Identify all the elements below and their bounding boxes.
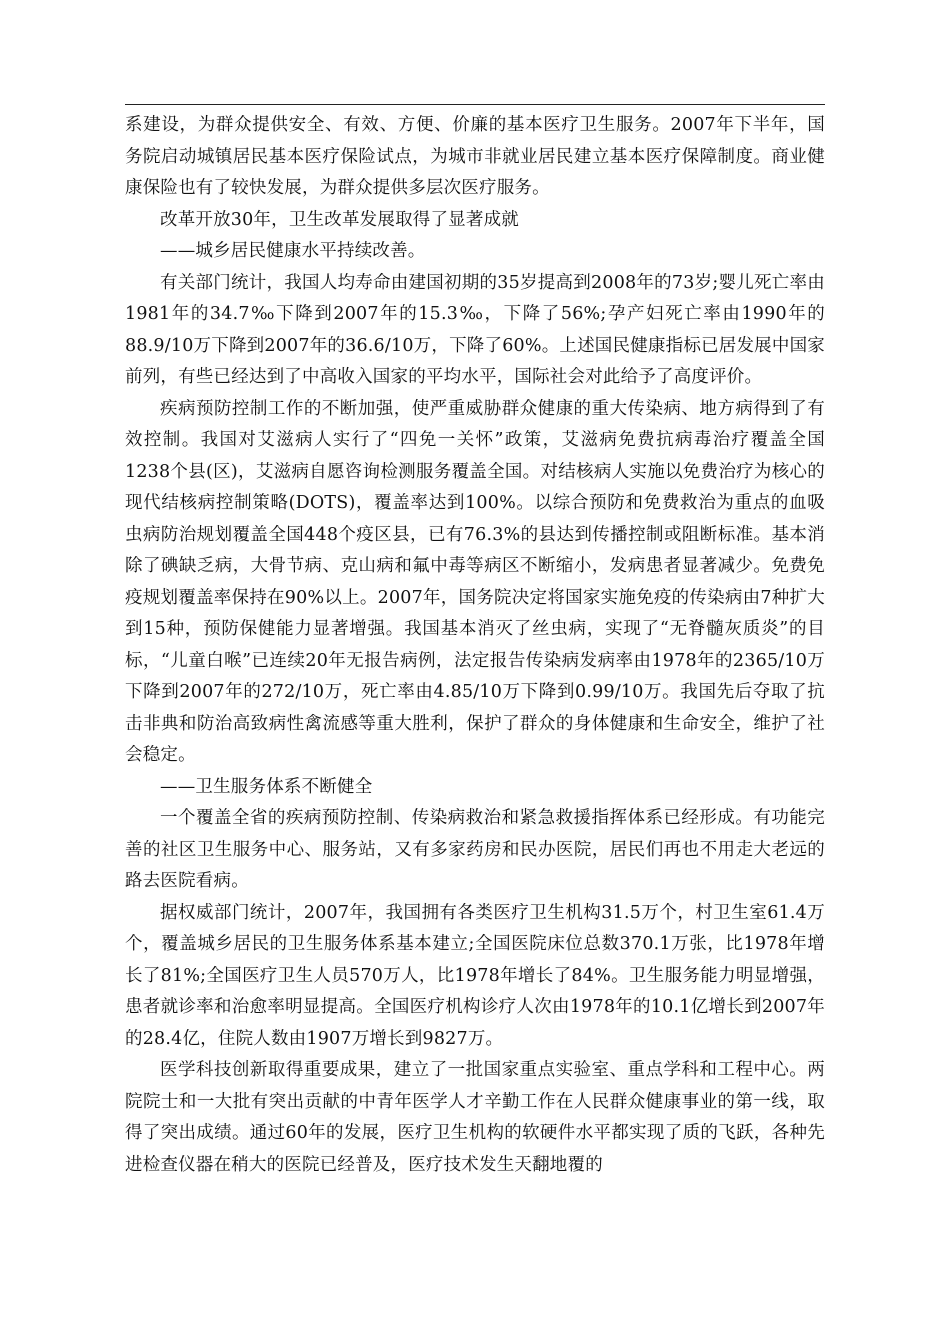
document-body — [125, 110, 825, 1181]
paragraph-7: 一个覆盖全省的疾病预防控制、传染病救治和紧急救援指挥体系已经形成。有功能完善的社区卫生服务中心、服务站，又有多家药房和民办医院，居民们再也不用走大老远的路去医院看病。 — [125, 808, 825, 891]
paragraph-4: 有关部门统计，我国人均寿命由建国初期的35岁提高到2008年的73岁;婴儿死亡率由1981年的34.7‰下降到2007年的15.3‰，下降了56%;孕产妇死亡率由1990年的88.9/10万下降到2007年的36.6/10万，下降了60%。上述国民健康指标已居发展中国家前列，有些已经达到了中高收入国家的平均水平，国际社会对此给予了高度评价。 — [125, 272, 825, 387]
header-rule — [125, 104, 825, 105]
paragraph-9: 医学科技创新取得重要成果，建立了一批国家重点实验室、重点学科和工程中心。两院院士和一大批有突出贡献的中青年医学人才辛勤工作在人民群众健康事业的第一线，取得了突出成绩。通过60年的发展，医疗卫生机构的软硬件水平都实现了质的飞跃，各种先进检查仪器在稍大的医院已经普及，医疗技术发生天翻地覆的 — [125, 1060, 825, 1175]
paragraph-1: 系建设，为群众提供安全、有效、方便、价廉的基本医疗卫生服务。2007年下半年，国务院启动城镇居民基本医疗保险试点，为城市非就业居民建立基本医疗保障制度。商业健康保险也有了较快发展，为群众提供多层次医疗服务。 — [125, 115, 825, 198]
paragraph-2: 改革开放30年，卫生改革发展取得了显著成就 — [160, 209, 519, 230]
paragraph-5: 疾病预防控制工作的不断加强，使严重威胁群众健康的重大传染病、地方病得到了有效控制。我国对艾滋病人实行了“四免一关怀”政策，艾滋病免费抗病毒治疗覆盖全国1238个县(区)，艾滋病自愿咨询检测服务覆盖全国。对结核病人实施以免费治疗为核心的现代结核病控制策略(DOTS)，覆盖率达到100%。以综合预防和免费救治为重点的血吸虫病防治规划覆盖全国448个疫区县，已有76.3%的县达到传播控制或阻断标准。基本消除了碘缺乏病，大骨节病、克山病和氟中毒等病区不断缩小，发病患者显著减少。免费免疫规划覆盖率保持在90%以上。2007年，国务院决定将国家实施免疫的传染病由7种扩大到15种，预防保健能力显著增强。我国基本消灭了丝虫病，实现了“无脊髓灰质炎”的目标，“儿童白喉”已连续20年无报告病例，法定报告传染病发病率由1978年的2365/10万下降到2007年的272/10万，死亡率由4.85/10万下降到0.99/10万。我国先后夺取了抗击非典和防治高致病性禽流感等重大胜利，保护了群众的身体健康和生命安全，维护了社会稳定。 — [125, 398, 825, 765]
section-heading-service-system: ——卫生服务体系不断健全 — [160, 776, 373, 797]
section-heading-health-level: ——城乡居民健康水平持续改善。 — [160, 241, 426, 261]
paragraph-8: 据权威部门统计，2007年，我国拥有各类医疗卫生机构31.5万个，村卫生室61.4万个，覆盖城乡居民的卫生服务体系基本建立;全国医院床位总数370.1万张，比1978年增长了81%;全国医疗卫生人员570万人，比1978年增长了84%。卫生服务能力明显增强，患者就诊率和治愈率明显提高。全国医疗机构诊疗人次由1978年的10.1亿增长到2007年的28.4亿，住院人数由1907万增长到9827万。 — [125, 902, 825, 1049]
